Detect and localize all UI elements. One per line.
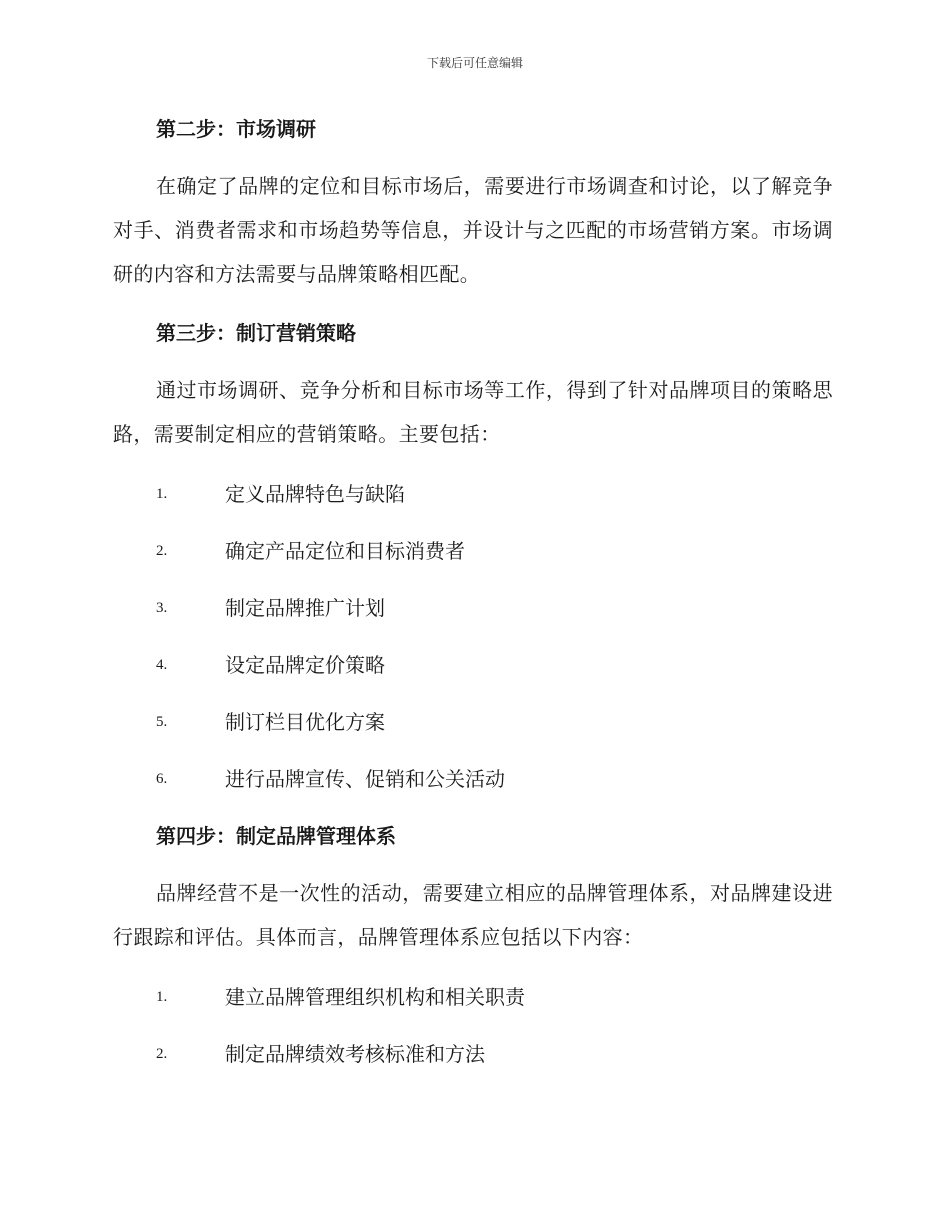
list-item	[113, 649, 833, 706]
section-paragraph-step2: 在确定了品牌的定位和目标市场后，需要进行市场调查和讨论，以了解竞争对手、消费者需求和市场趋势等信息，并设计与之匹配的市场营销方案。市场调研的内容和方法需要与品牌策略相匹配。	[113, 174, 833, 286]
list-number: 1.	[156, 486, 168, 502]
section-paragraph-step3: 通过市场调研、竞争分析和目标市场等工作，得到了针对品牌项目的策略思路，需要制定相应的营销策略。主要包括：	[113, 378, 833, 446]
list-item	[113, 592, 833, 649]
list-item	[113, 706, 833, 763]
list-number: 2.	[156, 1046, 168, 1062]
section-heading-step3: 第三步：制订营销策略	[156, 321, 356, 345]
section-heading-step4: 第四步：制定品牌管理体系	[156, 824, 396, 848]
list-item	[113, 1038, 833, 1095]
section-paragraph-step4: 品牌经营不是一次性的活动，需要建立相应的品牌管理体系，对品牌建设进行跟踪和评估。具体而言，品牌管理体系应包括以下内容：	[113, 881, 833, 949]
list-item	[113, 535, 833, 592]
list-text: 设定品牌定价策略	[225, 653, 385, 677]
list-text: 进行品牌宣传、促销和公关活动	[225, 767, 505, 791]
list-text: 确定产品定位和目标消费者	[225, 539, 465, 563]
list-number: 2.	[156, 543, 168, 559]
document-body	[113, 113, 833, 1095]
list-number: 1.	[156, 989, 168, 1005]
list-item	[113, 981, 833, 1038]
list-text: 制定品牌绩效考核标准和方法	[225, 1042, 485, 1066]
list-item	[113, 478, 833, 535]
list-number: 4.	[156, 657, 168, 673]
list-text: 制订栏目优化方案	[225, 710, 385, 734]
list-number: 6.	[156, 771, 168, 787]
management-list	[113, 981, 833, 1095]
list-number: 5.	[156, 714, 168, 730]
list-item	[113, 763, 833, 820]
strategy-list	[113, 478, 833, 820]
list-number: 3.	[156, 600, 168, 616]
list-text: 定义品牌特色与缺陷	[225, 482, 405, 506]
page-header: 下载后可任意编辑	[426, 56, 523, 70]
list-text: 建立品牌管理组织机构和相关职责	[225, 985, 525, 1009]
section-heading-step2: 第二步：市场调研	[156, 117, 316, 141]
list-text: 制定品牌推广计划	[225, 596, 385, 620]
